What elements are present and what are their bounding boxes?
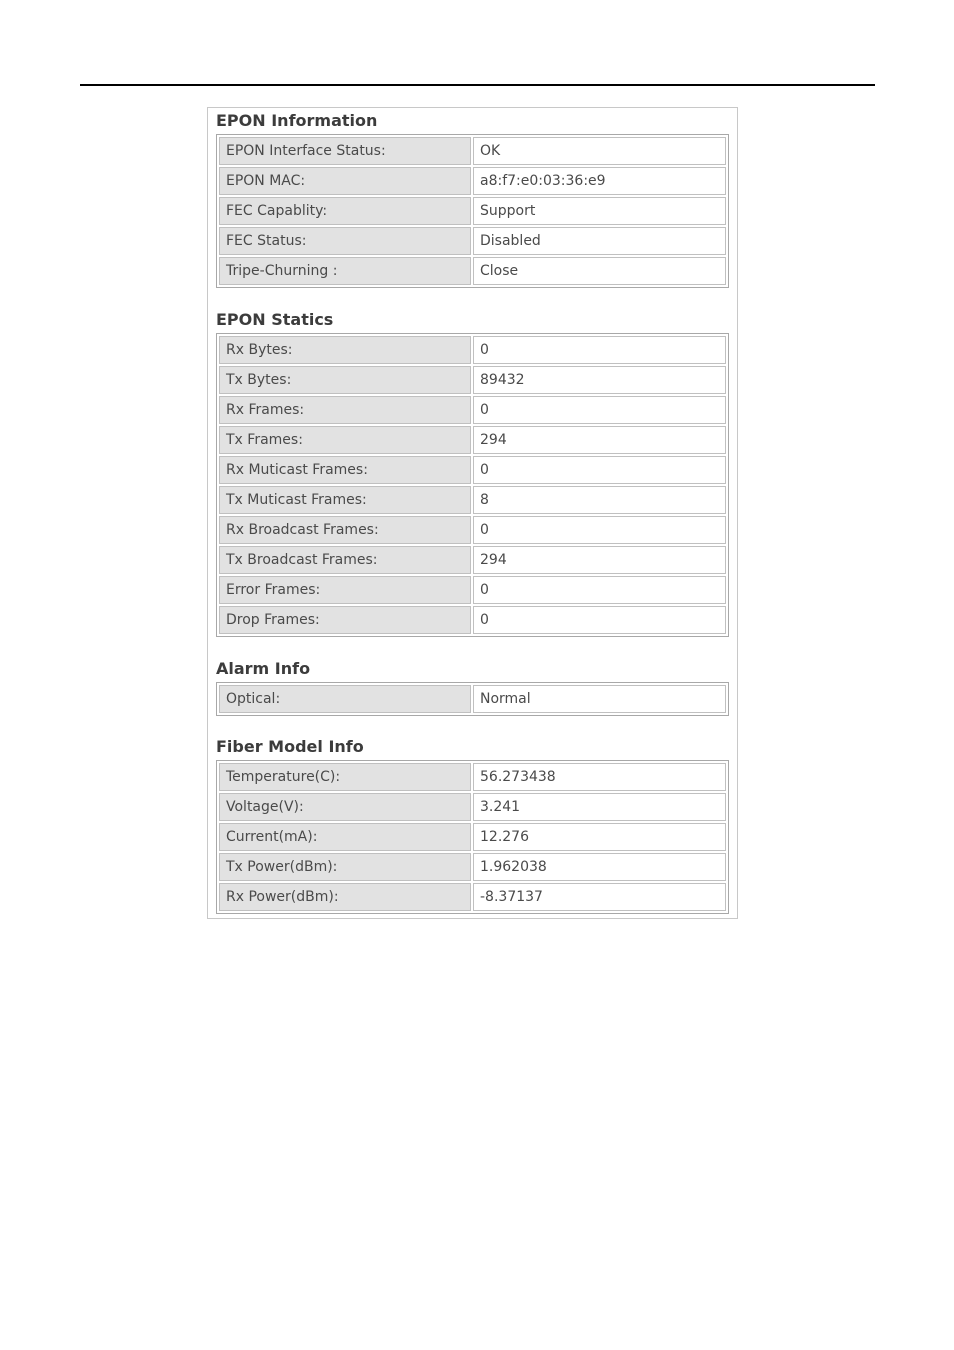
table-row: [218, 684, 727, 714]
section-title-alarm-info: Alarm Info: [216, 659, 311, 678]
fiber-model-info-section: [216, 734, 729, 914]
table-row: [218, 515, 727, 545]
epon-statics-section: [216, 307, 729, 637]
row-value: 3.241: [473, 793, 726, 821]
row-value: Support: [473, 197, 726, 225]
table-row: [218, 792, 727, 822]
row-label: Optical:: [219, 685, 471, 713]
row-value: 8: [473, 486, 726, 514]
section-title-fiber-model-info: Fiber Model Info: [216, 737, 364, 756]
row-value: Normal: [473, 685, 726, 713]
row-label: EPON MAC:: [219, 167, 471, 195]
table-row: [218, 365, 727, 395]
row-value: 0: [473, 576, 726, 604]
row-label: FEC Capablity:: [219, 197, 471, 225]
row-value: 294: [473, 546, 726, 574]
row-label: Current(mA):: [219, 823, 471, 851]
table-row: [218, 455, 727, 485]
row-label: Tx Muticast Frames:: [219, 486, 471, 514]
row-label: Tripe-Churning :: [219, 257, 471, 285]
epon-information-section: [216, 108, 729, 288]
table-row: [218, 485, 727, 515]
row-label: Drop Frames:: [219, 606, 471, 634]
row-label: Temperature(C):: [219, 763, 471, 791]
row-value: 89432: [473, 366, 726, 394]
page-header-rule: [80, 84, 875, 86]
table-row: [218, 196, 727, 226]
row-value: 0: [473, 396, 726, 424]
row-label: FEC Status:: [219, 227, 471, 255]
table-row: [218, 136, 727, 166]
table-row: [218, 226, 727, 256]
row-value: 0: [473, 516, 726, 544]
row-value: 294: [473, 426, 726, 454]
epon-information-table: [216, 134, 729, 288]
table-row: [218, 605, 727, 635]
row-label: Tx Frames:: [219, 426, 471, 454]
row-value: 0: [473, 336, 726, 364]
table-row: [218, 762, 727, 792]
table-row: [218, 395, 727, 425]
table-row: [218, 425, 727, 455]
row-label: Error Frames:: [219, 576, 471, 604]
row-value: 0: [473, 606, 726, 634]
row-label: Tx Bytes:: [219, 366, 471, 394]
table-row: [218, 575, 727, 605]
row-label: Rx Frames:: [219, 396, 471, 424]
row-value: 56.273438: [473, 763, 726, 791]
row-label: Rx Power(dBm):: [219, 883, 471, 911]
row-label: Tx Power(dBm):: [219, 853, 471, 881]
row-label: Voltage(V):: [219, 793, 471, 821]
section-title-epon-information: EPON Information: [216, 111, 378, 130]
status-panel: [207, 107, 738, 919]
table-row: [218, 166, 727, 196]
section-title-epon-statics: EPON Statics: [216, 310, 334, 329]
row-label: Rx Muticast Frames:: [219, 456, 471, 484]
row-value: 12.276: [473, 823, 726, 851]
table-row: [218, 852, 727, 882]
row-value: 1.962038: [473, 853, 726, 881]
alarm-info-section: [216, 656, 729, 716]
row-value: a8:f7:e0:03:36:e9: [473, 167, 726, 195]
row-label: Rx Broadcast Frames:: [219, 516, 471, 544]
fiber-model-info-table: [216, 760, 729, 914]
table-row: [218, 882, 727, 912]
row-label: Rx Bytes:: [219, 336, 471, 364]
row-label: EPON Interface Status:: [219, 137, 471, 165]
row-label: Tx Broadcast Frames:: [219, 546, 471, 574]
row-value: OK: [473, 137, 726, 165]
table-row: [218, 822, 727, 852]
row-value: 0: [473, 456, 726, 484]
row-value: Close: [473, 257, 726, 285]
row-value: Disabled: [473, 227, 726, 255]
row-value: -8.37137: [473, 883, 726, 911]
table-row: [218, 545, 727, 575]
table-row: [218, 256, 727, 286]
alarm-info-table: [216, 682, 729, 716]
table-row: [218, 335, 727, 365]
epon-statics-table: [216, 333, 729, 637]
